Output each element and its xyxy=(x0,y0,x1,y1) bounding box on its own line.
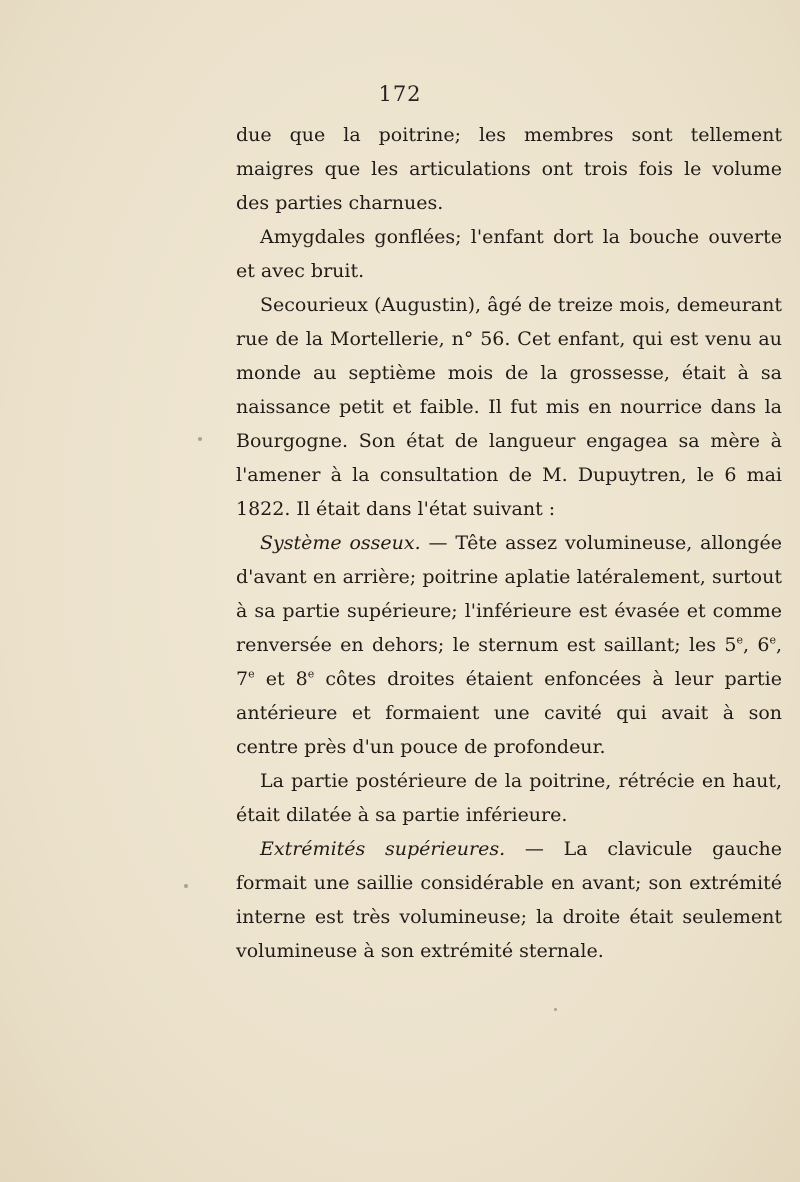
section-heading: Système osseux. xyxy=(260,532,421,554)
paper-speck xyxy=(184,884,188,888)
paragraph-text: La partie postérieure de la poitrine, rétrécie en haut, était dilatée à sa partie inférieure. xyxy=(236,770,782,826)
paragraph-partie-posterieure xyxy=(236,764,782,832)
ordinal-superscript: e xyxy=(736,633,743,647)
paragraph-extremites-superieures xyxy=(236,832,782,968)
paragraph-text: , 7 xyxy=(236,634,782,690)
paragraph-text: , 6 xyxy=(742,634,770,656)
section-heading: Extrémités supérieures. xyxy=(260,838,506,860)
paragraph-case-secourieux xyxy=(236,288,782,526)
ordinal-superscript: e xyxy=(769,633,776,647)
paragraph-text: — La clavicule gauche formait une saillie considérable en avant; son extrémité interne est très volumineuse; la droite était seulement volumineuse à son extrémité sternale. xyxy=(236,838,782,962)
paragraph-text: due que la poitrine; les membres sont tellement maigres que les articulations ont trois fois le volume des parties charnues. xyxy=(236,124,782,214)
body-text xyxy=(236,118,782,968)
paragraph-text: Amygdales gonflées; l'enfant dort la bouche ouverte et avec bruit. xyxy=(236,226,782,282)
paragraph-text: et 8 xyxy=(254,668,308,690)
paragraph-amygdales xyxy=(236,220,782,288)
paragraph-systeme-osseux xyxy=(236,526,782,764)
paragraph-text: — Tête assez volumineuse, allongée d'avant en arrière; poitrine aplatie latéralement, surtout à sa partie supérieure; l'inférieure est évasée et comme renversée en dehors; le sternum est saillant; les 5 xyxy=(236,532,782,656)
paper-speck xyxy=(554,1008,557,1011)
page-number: 172 xyxy=(378,82,422,106)
paragraph-text: Secourieux (Augustin), âgé de treize mois, demeurant rue de la Mortellerie, n° 56. Cet enfant, qui est venu au monde au septième mois de la grossesse, était à sa naissance petit et faible. Il fut mis en nourrice dans la Bourgogne. Son état de langueur engagea sa mère à l'amener à la consultation de M. Dupuytren, le 6 mai 1822. Il était dans l'état suivant : xyxy=(236,294,782,520)
paragraph-text: côtes droites étaient enfoncées à leur partie antérieure et formaient une cavité qui avait à son centre près d'un pouce de profondeur. xyxy=(236,668,783,758)
paragraph-continuation xyxy=(236,118,782,220)
ordinal-superscript: e xyxy=(307,667,315,681)
ordinal-superscript: e xyxy=(248,667,255,681)
paper-speck xyxy=(198,437,202,441)
